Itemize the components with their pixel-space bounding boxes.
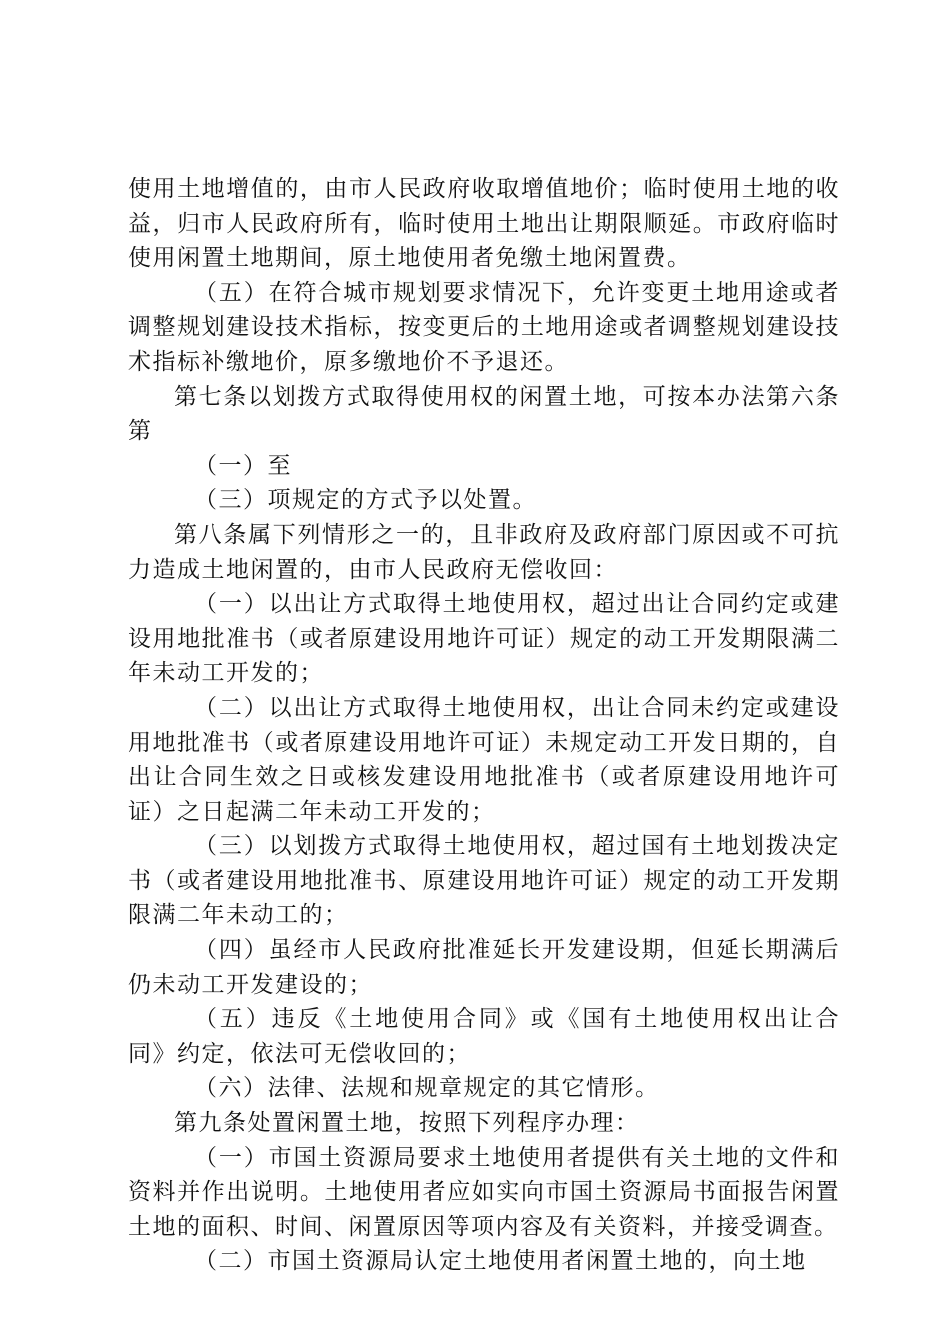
paragraph-article-8-item-2: （二）以出让方式取得土地使用权，出让合同未约定或建设用地批准书（或者原建设用地许可证）未规定动工开发日期的，自出让合同生效之日或核发建设用地批准书（或者原建设用地许可证）之日起满二年未动工开发的； — [128, 694, 840, 825]
paragraph-article-9: 第九条处置闲置土地，按照下列程序办理： — [174, 1110, 640, 1137]
paragraph-article-7: 第七条以划拨方式取得使用权的闲置土地，可按本办法第六条第 — [128, 383, 840, 445]
paragraph-article-8-item-5: （五）违反《土地使用合同》或《国有土地使用权出让合同》约定，依法可无偿收回的； — [128, 1006, 840, 1067]
paragraph-item-1-short: （一）至 — [194, 452, 292, 479]
paragraph-item-3-short: （三）项规定的方式予以处置。 — [194, 487, 537, 514]
paragraph-article-8: 第八条属下列情形之一的，且非政府及政府部门原因或不可抗力造成土地闲置的，由市人民政府无偿收回： — [128, 521, 840, 583]
paragraph-item-5-land-use: （五）在符合城市规划要求情况下，允许变更土地用途或者调整规划建设技术指标，按变更后的土地用途或者调整规划建设技术指标补缴地价，原多缴地价不予退还。 — [128, 279, 840, 375]
paragraph-article-8-item-1: （一）以出让方式取得土地使用权，超过出让合同约定或建设用地批准书（或者原建设用地许可证）规定的动工开发期限满二年未动工开发的； — [128, 591, 840, 687]
paragraph-article-9-item-1: （一）市国土资源局要求土地使用者提供有关土地的文件和资料并作出说明。土地使用者应如实向市国土资源局书面报告闲置土地的面积、时间、闲置原因等项内容及有关资料，并接受调查。 — [128, 1144, 840, 1240]
document-body — [128, 172, 840, 1279]
paragraph-article-8-item-3: （三）以划拨方式取得土地使用权，超过国有土地划拨决定书（或者建设用地批准书、原建设用地许可证）规定的动工开发期限满二年未动工的； — [128, 833, 840, 929]
paragraph-article-8-item-4: （四）虽经市人民政府批准延长开发建设期，但延长期满后仍未动工开发建设的； — [128, 937, 840, 998]
paragraph-article-9-item-2: （二）市国土资源局认定土地使用者闲置土地的，向土地 — [194, 1248, 807, 1275]
paragraph-article-8-item-6: （六）法律、法规和规章规定的其它情形。 — [194, 1075, 660, 1102]
paragraph-continuation: 使用土地增值的，由市人民政府收取增值地价；临时使用土地的收益，归市人民政府所有，临时使用土地出让期限顺延。市政府临时使用闲置土地期间，原土地使用者免缴土地闲置费。 — [128, 176, 840, 272]
